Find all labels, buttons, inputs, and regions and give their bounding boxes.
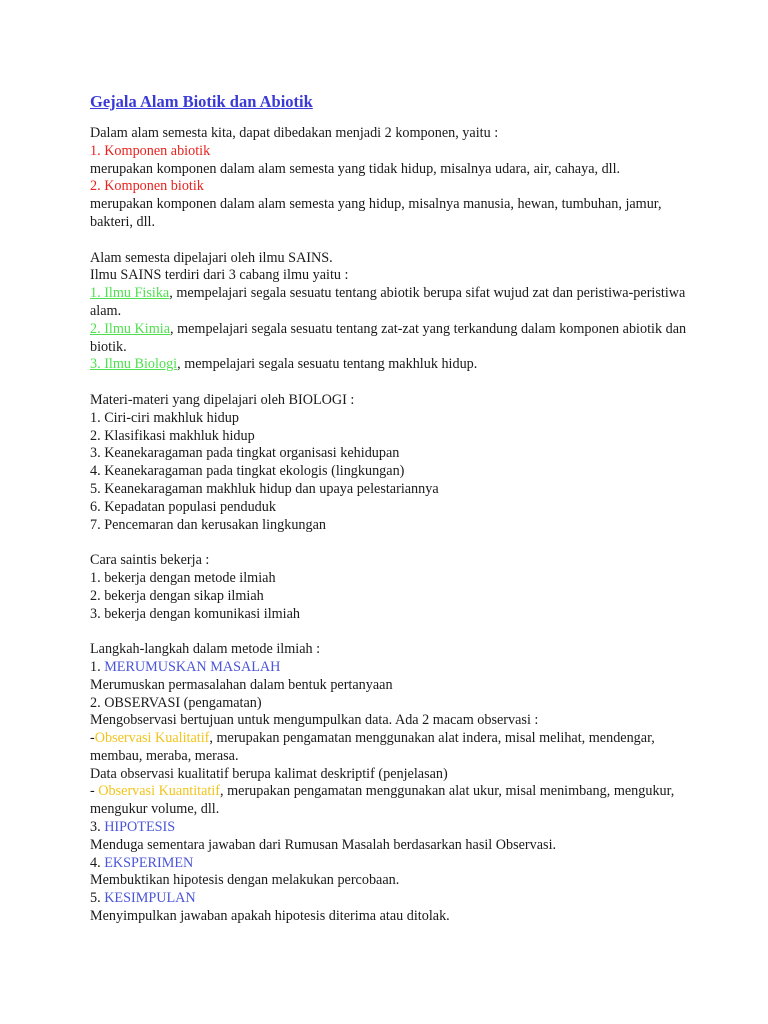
metode-heading: Langkah-langkah dalam metode ilmiah : xyxy=(90,641,321,658)
list-item: 5. Keanekaragaman makhluk hidup dan upaya pelestariannya xyxy=(90,480,439,497)
step-3-desc: Menduga sementara jawaban dari Rumusan Masalah berdasarkan hasil Observasi. xyxy=(90,836,557,853)
branch-kimia xyxy=(90,321,690,357)
step-4-desc: Membuktikan hipotesis dengan melakukan percobaan. xyxy=(90,872,400,889)
step-number: 4. xyxy=(90,854,105,871)
biologi-heading: Materi-materi yang dipelajari oleh BIOLOGI : xyxy=(90,391,355,408)
step-5-desc: Menyimpulkan jawaban apakah hipotesis diterima atau ditolak. xyxy=(90,908,450,925)
step-3 xyxy=(90,819,690,837)
spacer xyxy=(90,623,690,641)
step-number: 5. xyxy=(90,890,105,907)
komponen-abiotik-desc: merupakan komponen dalam alam semesta yang tidak hidup, misalnya udara, air, cahaya, dll. xyxy=(90,160,621,177)
list-item: 3. bekerja dengan komunikasi ilmiah xyxy=(90,605,300,622)
step-1-desc: Merumuskan permasalahan dalam bentuk pertanyaan xyxy=(90,676,393,693)
document-body xyxy=(90,92,690,926)
branch-biologi xyxy=(90,356,690,374)
komponen-biotik-label: 2. Komponen biotik xyxy=(90,178,204,195)
list-item: 3. Keanekaragaman pada tingkat organisasi kehidupan xyxy=(90,445,400,462)
bullet-prefix: - xyxy=(90,783,99,800)
branch-fisika-desc: , mempelajari segala sesuatu tentang abiotik berupa sifat wujud zat dan peristiwa-peristiwa alam. xyxy=(90,285,686,319)
step-2: 2. OBSERVASI (pengamatan) xyxy=(90,694,262,711)
list-item: 4. Keanekaragaman pada tingkat ekologis (lingkungan) xyxy=(90,463,405,480)
step-number: 1. xyxy=(90,658,105,675)
step-5-label: KESIMPULAN xyxy=(104,890,196,907)
step-2-desc: Mengobservasi bertujuan untuk mengumpulkan data. Ada 2 macam observasi : xyxy=(90,712,539,729)
observasi-kualitatif xyxy=(90,730,690,766)
observasi-kuantitatif xyxy=(90,783,690,819)
list-item: 1. bekerja dengan metode ilmiah xyxy=(90,569,276,586)
step-4 xyxy=(90,855,690,873)
branch-kimia-desc: , mempelajari segala sesuatu tentang zat-zat yang terkandung dalam komponen abiotik dan biotik. xyxy=(90,320,687,355)
observasi-kuantitatif-desc: , merupakan pengamatan menggunakan alat ukur, misal menimbang, mengukur, mengukur volume, dll. xyxy=(90,783,675,818)
branch-biologi-label: 3. Ilmu Biologi xyxy=(90,356,178,373)
branch-kimia-label: 2. Ilmu Kimia xyxy=(90,320,170,337)
komponen-biotik-desc: merupakan komponen dalam alam semesta yang hidup, misalnya manusia, hewan, tumbuhan, jamur, bakteri, dll. xyxy=(90,196,662,230)
observasi-kualitatif-label: Observasi Kualitatif xyxy=(94,730,210,747)
observasi-kuantitatif-label: Observasi Kuantitatif xyxy=(98,783,221,800)
spacer xyxy=(90,534,690,552)
intro-text: Dalam alam semesta kita, dapat dibedakan menjadi 2 komponen, yaitu : xyxy=(90,125,499,141)
komponen-abiotik-label: 1. Komponen abiotik xyxy=(90,142,211,159)
step-4-label: EKSPERIMEN xyxy=(104,854,194,871)
page-title: Gejala Alam Biotik dan Abiotik xyxy=(90,92,313,111)
branch-fisika-label: 1. Ilmu Fisika xyxy=(90,285,170,302)
step-1 xyxy=(90,659,690,677)
list-item: 2. bekerja dengan sikap ilmiah xyxy=(90,587,264,604)
observasi-kualitatif-desc: , merupakan pengamatan menggunakan alat indera, misal melihat, mendengar, membau, meraba, merasa. xyxy=(90,730,655,764)
step-5 xyxy=(90,890,690,908)
list-item: 6. Kepadatan populasi penduduk xyxy=(90,498,276,515)
spacer xyxy=(90,232,690,250)
saintis-heading: Cara saintis bekerja : xyxy=(90,552,210,569)
observasi-kualitatif-note: Data observasi kualitatif berupa kalimat deskriptif (penjelasan) xyxy=(90,765,448,782)
sains-line-2: Ilmu SAINS terdiri dari 3 cabang ilmu yaitu : xyxy=(90,267,349,284)
step-3-label: HIPOTESIS xyxy=(104,819,176,836)
list-item: 1. Ciri-ciri makhluk hidup xyxy=(90,409,239,426)
step-1-label: MERUMUSKAN MASALAH xyxy=(104,658,281,675)
branch-fisika xyxy=(90,285,690,321)
bullet-prefix: - xyxy=(90,730,95,747)
spacer xyxy=(90,374,690,392)
branch-biologi-desc: , mempelajari segala sesuatu tentang makhluk hidup. xyxy=(177,356,478,373)
list-item: 7. Pencemaran dan kerusakan lingkungan xyxy=(90,516,326,533)
sains-line-1: Alam semesta dipelajari oleh ilmu SAINS. xyxy=(90,249,333,266)
list-item: 2. Klasifikasi makhluk hidup xyxy=(90,427,255,444)
step-number: 3. xyxy=(90,819,105,836)
